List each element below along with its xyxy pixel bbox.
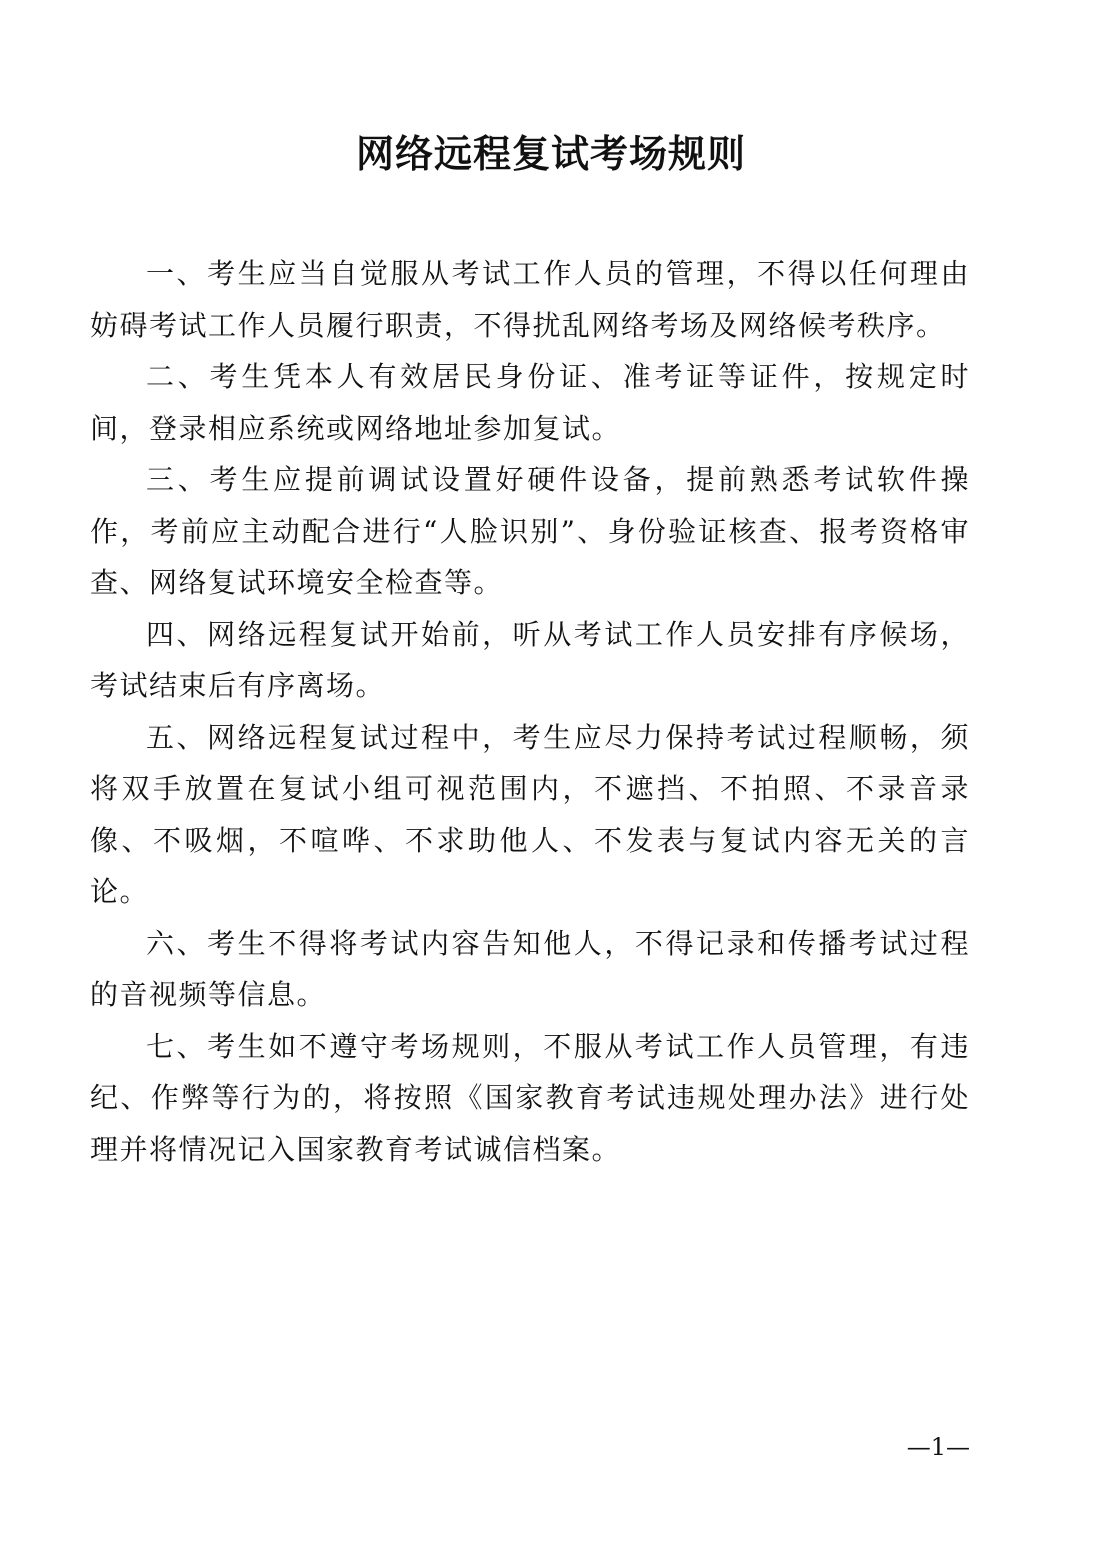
- rule-paragraph-2: 二、考生凭本人有效居民身份证、准考证等证件，按规定时间，登录相应系统或网络地址参加复试。: [90, 360, 970, 445]
- rule-paragraph-7: 七、考生如不遵守考场规则，不服从考试工作人员管理，有违纪、作弊等行为的，将按照《国家教育考试违规处理办法》进行处理并将情况记入国家教育考试诚信档案。: [90, 1029, 970, 1166]
- rule-paragraph-5: 五、网络远程复试过程中，考生应尽力保持考试过程顺畅，须将双手放置在复试小组可视范围内，不遮挡、不拍照、不录音录像、不吸烟，不喧哗、不求助他人、不发表与复试内容无关的言论。: [90, 720, 970, 908]
- document-title: 网络远程复试考场规则: [355, 132, 746, 176]
- rule-paragraph-1: 一、考生应当自觉服从考试工作人员的管理，不得以任何理由妨碍考试工作人员履行职责，不得扰乱网络考场及网络候考秩序。: [90, 257, 970, 342]
- rule-paragraph-4: 四、网络远程复试开始前，听从考试工作人员安排有序候场，考试结束后有序离场。: [90, 617, 970, 702]
- rule-paragraph-3: 三、考生应提前调试设置好硬件设备，提前熟悉考试软件操作，考前应主动配合进行“人脸识别”、身份验证核查、报考资格审查、网络复试环境安全检查等。: [90, 463, 970, 599]
- document-body: [90, 248, 970, 1175]
- page-number: —1—: [906, 1433, 970, 1461]
- rule-paragraph-6: 六、考生不得将考试内容告知他人，不得记录和传播考试过程的音视频等信息。: [90, 926, 970, 1011]
